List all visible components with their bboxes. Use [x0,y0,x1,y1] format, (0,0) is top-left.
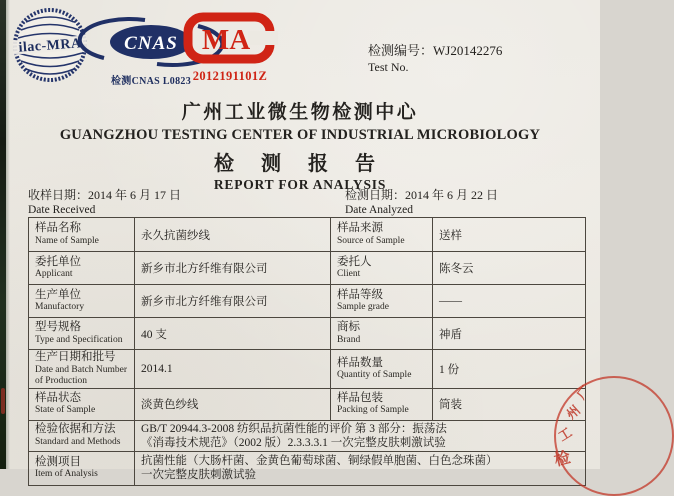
value-state-of-sample: 淡黄色纱线 [135,388,331,420]
scan-edge-red-mark [1,388,5,414]
label-quantity: 样品数量 Quantity of Sample [331,350,433,389]
table-row [29,285,586,318]
cma-caption: 2012191101Z [192,69,268,83]
table-row [29,451,586,485]
date-analyzed-zh: 检测日期：2014 年 6 月 22 日 [345,188,499,202]
report-title-en: REPORT FOR ANALYSIS [213,177,387,192]
value-source-of-sample: 送样 [433,218,586,252]
stamp-char: 工 [555,424,575,445]
date-received-block [28,188,181,218]
label-brand: 商标 Brand [331,318,433,350]
value-name-of-sample: 永久抗菌纱线 [135,218,331,252]
label-item-of-analysis: 检测项目 Item of Analysis [29,451,135,485]
stamp-char: 检 [552,449,573,470]
label-sample-grade: 样品等级 Sample grade [331,285,433,318]
value-client: 陈冬云 [433,252,586,285]
ilac-mra-globe-icon [10,6,90,84]
org-title-en: GUANGZHOU TESTING CENTER OF INDUSTRIAL MICROBIOLOGY [59,127,541,143]
table-row [29,420,586,451]
table-row [29,388,586,420]
table-row [29,318,586,350]
value-brand: 神盾 [433,318,586,350]
test-number-line [368,42,502,59]
value-type-specification: 40 支 [135,318,331,350]
label-client: 委托人 Client [331,252,433,285]
value-manufactory: 新乡市北方纤维有限公司 [135,285,331,318]
test-number-value: WJ20142276 [433,43,503,58]
label-state-of-sample: 样品状态 State of Sample [29,388,135,420]
test-number-block [368,42,502,76]
table-row [29,350,586,389]
stamp-char: 广 [573,382,594,402]
test-number-label-zh: 检测编号： [368,43,434,58]
title-block [0,97,600,193]
test-number-label-en: Test No. [368,60,409,74]
date-received-en: Date Received [28,204,96,216]
value-quantity: 1 份 [433,350,586,389]
date-received-zh: 收样日期：2014 年 6 月 17 日 [28,188,182,202]
cnas-label: CNAS [124,33,178,54]
label-date-batch: 生产日期和批号 Date and Batch Number of Production [29,350,135,389]
value-date-batch: 2014.1 [135,350,331,389]
value-item-of-analysis: 抗菌性能（大肠杆菌、金黄色葡萄球菌、铜绿假单胞菌、白色念珠菌） 一次完整皮肤刺激试验 [135,451,586,485]
red-seal-stamp [540,374,600,469]
value-packing: 筒装 [433,388,586,420]
table-row [29,218,586,252]
label-manufactory: 生产单位 Manufactory [29,285,135,318]
org-title-zh: 广州工业微生物检测中心 [181,102,419,123]
value-standard-methods: GB/T 20944.3-2008 纺织品抗菌性能的评价 第 3 部分：振荡法 《消毒技术规范》（2002 版）2.3.3.3.1 一次完整皮肤刺激试验 [135,420,586,451]
label-source-of-sample: 样品来源 Source of Sample [331,218,433,252]
label-packing: 样品包装 Packing of Sample [331,388,433,420]
stamp-char: 州 [563,402,584,423]
label-applicant: 委托单位 Applicant [29,252,135,285]
value-sample-grade: —— [433,285,586,318]
label-standard-methods: 检验依据和方法 Standard and Methods [29,420,135,451]
label-type-specification: 型号规格 Type and Specification [29,318,135,350]
report-title-zh: 检 测 报 告 [214,153,386,175]
date-analyzed-en: Date Analyzed [345,204,414,216]
table-row [29,252,586,285]
cma-label: MA [201,24,251,56]
cma-logo-block [182,12,278,84]
label-name-of-sample: 样品名称 Name of Sample [29,218,135,252]
sample-info-table [28,217,586,486]
date-analyzed-block [345,188,498,218]
ilac-mra-logo [10,6,90,89]
value-applicant: 新乡市北方纤维有限公司 [135,252,331,285]
cnas-caption: 检测CNAS L0823 [111,76,191,87]
ilac-mra-label: ilac-MRA [18,36,83,56]
cma-logo-icon [182,12,278,64]
